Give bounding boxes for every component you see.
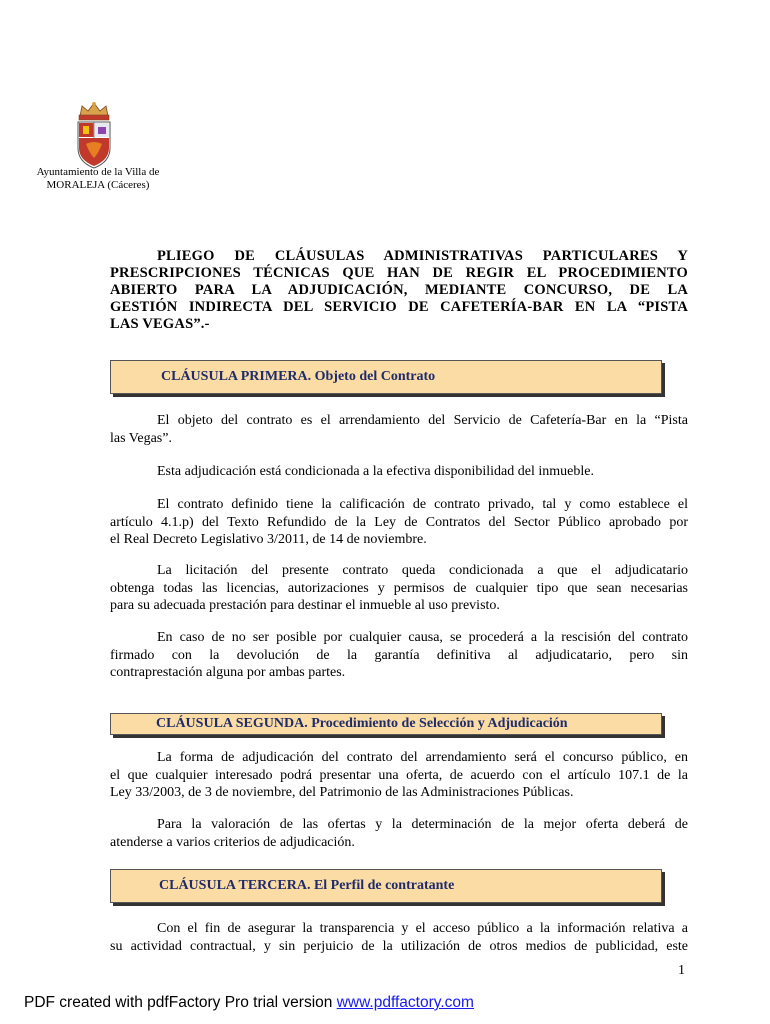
clause-3-heading: CLÁUSULA TERCERA. El Perfil de contratante [159, 878, 455, 893]
paragraph-line: En caso de no ser posible por cualquier causa, se procederá a la rescisión del contrato [157, 630, 688, 645]
paragraph-line: las Vegas”. [110, 430, 172, 446]
page-number: 1 [678, 963, 685, 978]
clause-2-paragraph-2 [110, 816, 688, 851]
clause-1-paragraph-1 [110, 412, 688, 447]
paragraph-line: firmado con la devolución de la garantía definitiva al adjudicatario, pero sin [110, 647, 688, 663]
clause-2-heading-box [110, 713, 662, 735]
paragraph-line: el que cualquier interesado podrá presentar una oferta, de acuerdo con el artículo 107.1 de la [110, 767, 688, 783]
clause-2-paragraph-1 [110, 749, 688, 802]
title-line: PLIEGO DE CLÁUSULAS ADMINISTRATIVAS PARTICULARES Y [157, 248, 688, 264]
paragraph-line: La forma de adjudicación del contrato del arrendamiento será el concurso público, en [157, 750, 688, 765]
clause-1-paragraph-2 [110, 463, 688, 481]
paragraph-line: para su adecuada prestación para destinar el inmueble al uso previsto. [110, 598, 500, 613]
organization-name [18, 166, 178, 192]
footer-link[interactable]: www.pdffactory.com [336, 994, 474, 1011]
paragraph-line: Con el fin de asegurar la transparencia y el acceso público a la información relativa a [157, 921, 688, 936]
paragraph-line: Para la valoración de las ofertas y la determinación de la mejor oferta deberá de [157, 817, 688, 832]
paragraph-line: Esta adjudicación está condicionada a la efectiva disponibilidad del inmueble. [157, 464, 594, 479]
title-line: GESTIÓN INDIRECTA DEL SERVICIO DE CAFETERÍA-BAR EN LA “PISTA [110, 299, 688, 315]
paragraph-line: La licitación del presente contrato queda condicionada a que el adjudicatario [157, 563, 688, 578]
paragraph-line: Ley 33/2003, de 3 de noviembre, del Patrimonio de las Administraciones Públicas. [110, 785, 574, 800]
paragraph-line: contraprestación alguna por ambas partes. [110, 665, 346, 680]
paragraph-line: obtenga todas las licencias, autorizaciones y permisos de cualquier tipo que sean necesarias [110, 580, 688, 596]
clause-1-paragraph-3 [110, 496, 688, 549]
paragraph-line: el Real Decreto Legislativo 3/2011, de 14 de noviembre. [110, 532, 427, 547]
coat-of-arms-icon [74, 100, 114, 170]
footer-text: PDF created with pdfFactory Pro trial version [24, 994, 337, 1011]
paragraph-line: atenderse a varios criterios de adjudicación. [110, 834, 355, 850]
clause-1-paragraph-5 [110, 629, 688, 682]
paragraph-line: El contrato definido tiene la calificación de contrato privado, tal y como establece el [157, 497, 688, 512]
paragraph-line: artículo 4.1.p) del Texto Refundido de la Ley de Contratos del Sector Público aprobado por [110, 514, 688, 530]
pdf-footer [24, 994, 474, 1012]
document-title [110, 248, 688, 333]
clause-3-paragraph-1 [110, 920, 688, 955]
clause-1-heading-box [110, 360, 662, 394]
paragraph-line: su actividad contractual, y sin perjuicio de la utilización de otros medios de publicidad, este [110, 938, 688, 954]
clause-2-heading: CLÁUSULA SEGUNDA. Procedimiento de Selección y Adjudicación [156, 716, 568, 731]
clause-1-paragraph-4 [110, 562, 688, 615]
org-line-1: Ayuntamiento de la Villa de [36, 166, 160, 178]
clause-3-heading-box [110, 869, 662, 903]
title-line: LAS VEGAS”.- [110, 316, 210, 332]
clause-1-heading: CLÁUSULA PRIMERA. Objeto del Contrato [161, 369, 436, 384]
title-line: ABIERTO PARA LA ADJUDICACIÓN, MEDIANTE CONCURSO, DE LA [110, 282, 688, 298]
title-line: PRESCRIPCIONES TÉCNICAS QUE HAN DE REGIR EL PROCEDIMIENTO [110, 265, 688, 281]
paragraph-line: El objeto del contrato es el arrendamiento del Servicio de Cafetería-Bar en la “Pista [157, 413, 688, 428]
org-line-2: MORALEJA (Cáceres) [46, 179, 150, 191]
